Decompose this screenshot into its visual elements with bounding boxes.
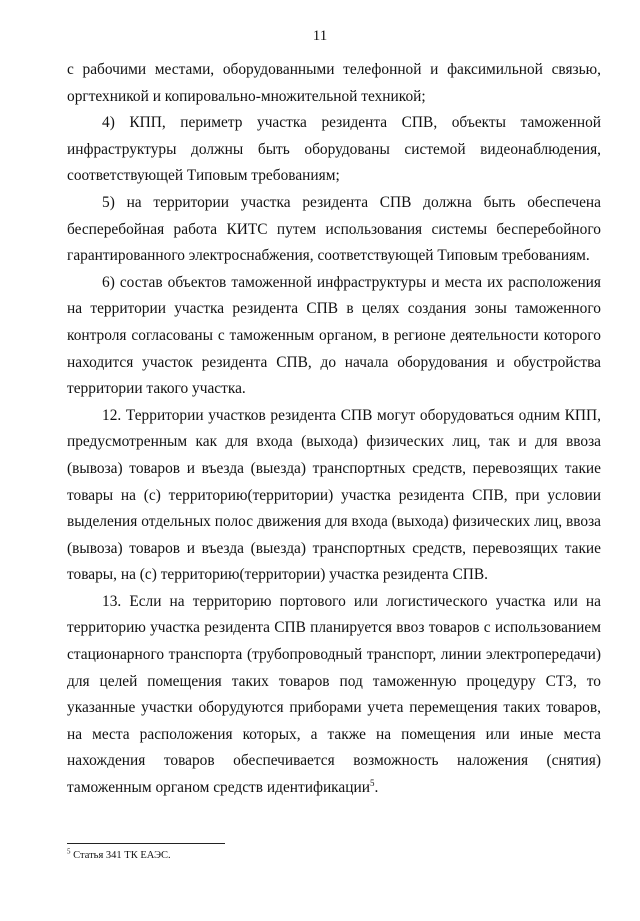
footnote-divider bbox=[67, 843, 225, 844]
paragraph-section-13-text: 13. Если на территорию портового или логистического участка или на территорию участка резидента СПВ планируется ввоз товаров с использованием стационарного транспорта (трубопроводный транспорт, линии электропередачи) для целей помещения таких товаров под таможенную процедуру СТЗ, то указанные участки оборудуются приборами учета перемещения таких товаров, на места расположения которых, а также на помещения или иные места нахождения товаров обеспечивается возможность наложения (снятия) таможенным органом средств идентификации bbox=[67, 592, 601, 797]
paragraph-continuation: с рабочими местами, оборудованными телефонной и факсимильной связью, оргтехникой и копировально-множительной техникой; bbox=[67, 61, 601, 105]
page-number: 11 bbox=[312, 28, 328, 44]
paragraph-section-12: 12. Территории участков резидента СПВ могут оборудоваться одним КПП, предусмотренным как для входа (выхода) физических лиц, так и для ввоза (вывоза) товаров и въезда (выезда) транспортных средств, перевозящих такие товары на (с) территорию(территории) участка резидента СПВ, при условии выделения отдельных полос движения для входа (выхода) физических лиц, ввоза (вывоза) товаров и въезда (выезда) транспортных средств, перевозящих такие товары, на (с) территорию(территории) участка резидента СПВ. bbox=[67, 406, 601, 584]
footnote-text: Статья 341 ТК ЕАЭС. bbox=[73, 850, 171, 861]
footnote-marker: 5 bbox=[67, 847, 71, 856]
paragraph-section-13: 13. Если на территорию портового или логистического участка или на территорию участка резидента СПВ планируется ввоз товаров с использованием стационарного транспорта (трубопроводный транспорт, линии электропередачи) для целей помещения таких товаров под таможенную процедуру СТЗ, то указанные участки оборудуются приборами учета перемещения таких товаров, на места расположения которых, а также на помещения или иные места нахождения товаров обеспечивается возможность наложения (снятия) таможенным органом средств идентификации$^5$. bbox=[67, 592, 601, 797]
document-body bbox=[67, 57, 601, 802]
paragraph-item-4: 4) КПП, периметр участка резидента СПВ, объекты таможенной инфраструктуры должны быть оборудованы системой видеонаблюдения, соответствующей Типовым требованиям; bbox=[67, 114, 601, 185]
paragraph-item-5: 5) на территории участка резидента СПВ должна быть обеспечена бесперебойная работа КИТС путем использования системы бесперебойного гарантированного электроснабжения, соответствующей Типовым требованиям. bbox=[67, 193, 601, 265]
paragraph-item-6: 6) состав объектов таможенной инфраструктуры и места их расположения на территории участка резидента СПВ в целях создания зоны таможенного контроля согласованы с таможенным органом, в регионе деятельности которого находится участок резидента СПВ, до начала оборудования и обустройства территории такого участка. bbox=[67, 273, 601, 398]
footnote-reference: 5 bbox=[369, 777, 375, 788]
footnote bbox=[67, 849, 171, 863]
